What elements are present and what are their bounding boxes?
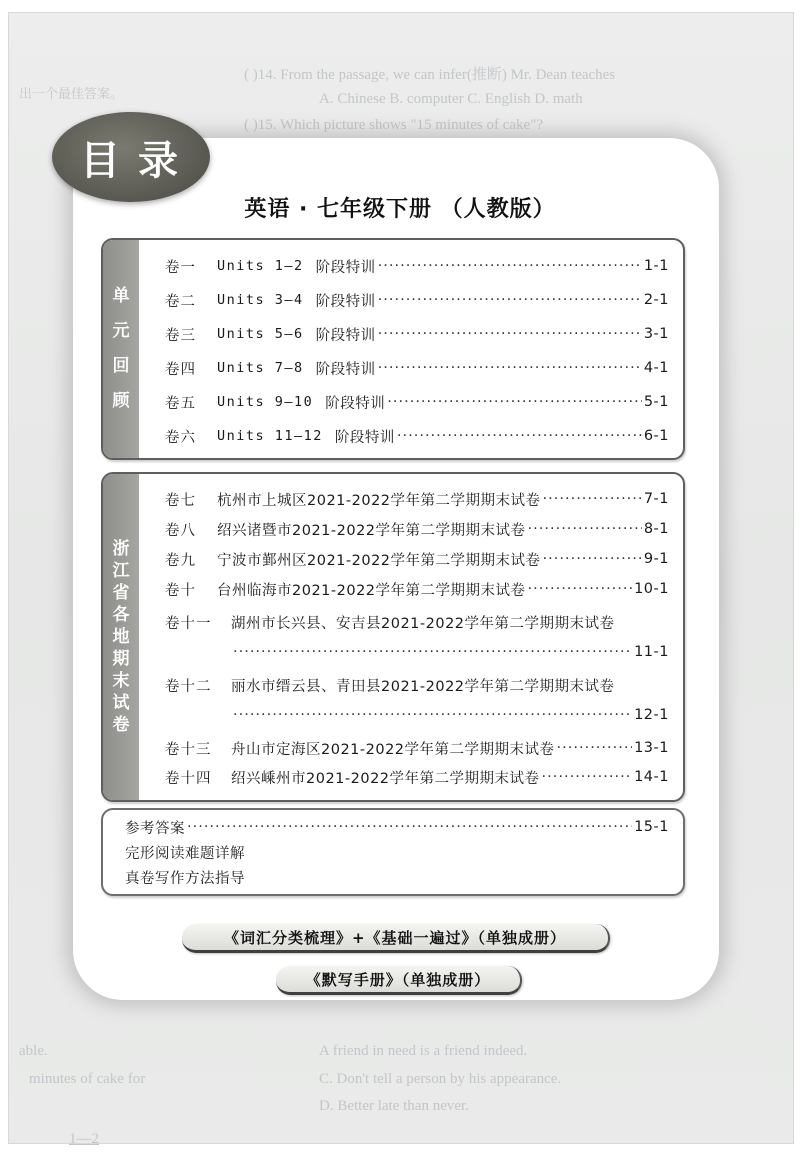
entry-title: 舟山市定海区2021-2022学年第二学期期末试卷 <box>231 741 555 758</box>
section-label <box>103 474 139 800</box>
leader-dots <box>378 258 642 274</box>
entry-title: 台州临海市2021-2022学年第二学期期末试卷 <box>217 582 526 599</box>
entry-title: 阶段特训 <box>315 327 376 344</box>
leader-dots <box>233 644 632 660</box>
entry-title: 阶段特训 <box>334 429 395 446</box>
section-unit-review <box>101 238 685 460</box>
entry-title: 宁波市鄞州区2021-2022学年第二学期期末试卷 <box>217 552 541 569</box>
label-char: 单 <box>112 286 130 306</box>
toc-entry[interactable] <box>165 737 669 759</box>
entry-title: 杭州市上城区2021-2022学年第二学期期末试卷 <box>217 492 541 509</box>
entry-page: 7-1 <box>643 491 669 507</box>
entry-page: 8-1 <box>643 521 669 537</box>
bleed-text: ( )14. From the passage, we can infer(推断) Mr. Dean teaches <box>244 67 616 83</box>
label-char: 试 <box>112 692 130 713</box>
bleed-text: minutes of cake for <box>29 1071 146 1087</box>
label-char: 各 <box>112 604 130 625</box>
entry-volume: 卷五 <box>165 395 196 412</box>
entry-volume: 卷四 <box>165 361 196 378</box>
entry-volume: 卷一 <box>165 259 196 276</box>
section-zhejiang-final-exams <box>101 472 685 802</box>
toc-entry[interactable] <box>165 357 669 379</box>
section-label <box>103 240 139 458</box>
toc-entry[interactable] <box>165 255 669 277</box>
entry-volume: 卷二 <box>165 293 196 310</box>
entry-title: 参考答案 <box>125 820 185 837</box>
entry-volume: 卷十二 <box>165 678 212 695</box>
bleed-text: 出一个最佳答案。 <box>19 86 124 101</box>
leader-dots <box>387 394 642 410</box>
toc-entry[interactable] <box>165 518 669 540</box>
toc-entry[interactable] <box>165 674 669 696</box>
entry-page: 12-1 <box>634 707 669 723</box>
entry-units: Units 9—10 <box>217 394 314 410</box>
entry-title: 阶段特训 <box>315 361 376 378</box>
section-answers <box>101 808 685 896</box>
entry-volume: 卷十 <box>165 582 196 599</box>
entry-page: 2-1 <box>643 292 669 308</box>
leader-dots <box>378 326 642 342</box>
entry-page: 6-1 <box>643 428 669 444</box>
leader-dots <box>528 521 642 537</box>
leader-dots <box>187 819 632 835</box>
book-title: 英语 · 七年级下册 （人教版） <box>244 197 556 222</box>
entry-volume: 卷十四 <box>165 770 212 787</box>
entry-title: 丽水市缙云县、青田县2021-2022学年第二学期期末试卷 <box>231 678 615 695</box>
contents-badge: 目录 <box>52 112 210 202</box>
label-char: 末 <box>112 670 130 691</box>
entry-title: 绍兴嵊州市2021-2022学年第二学期期末试卷 <box>231 770 540 787</box>
bleed-text: A friend in need is a friend indeed. <box>319 1043 528 1059</box>
label-char: 地 <box>112 626 130 647</box>
leader-dots <box>542 769 633 785</box>
toc-entry[interactable] <box>125 866 669 888</box>
label-char: 江 <box>112 560 130 581</box>
label-char: 元 <box>112 321 130 341</box>
entry-page: 4-1 <box>643 360 669 376</box>
entry-units: Units 5—6 <box>217 326 304 342</box>
leader-dots <box>378 292 642 308</box>
entry-page: 13-1 <box>634 740 669 756</box>
entry-volume: 卷十一 <box>165 615 212 632</box>
label-char: 卷 <box>112 714 130 735</box>
entry-title: 湖州市长兴县、安吉县2021-2022学年第二学期期末试卷 <box>231 615 615 632</box>
toc-entry[interactable] <box>165 611 669 633</box>
entry-units: Units 3—4 <box>217 292 304 308</box>
bleed-text: 1—2 <box>69 1131 99 1147</box>
entry-volume: 卷八 <box>165 522 196 539</box>
bleed-text: able. <box>19 1043 48 1059</box>
toc-entry[interactable] <box>125 816 669 838</box>
toc-entry-continuation[interactable] <box>231 704 669 726</box>
entry-volume: 卷九 <box>165 552 196 569</box>
entry-page: 1-1 <box>643 258 669 274</box>
entry-page: 15-1 <box>634 819 669 835</box>
entry-units: Units 11—12 <box>217 428 323 444</box>
toc-entry[interactable] <box>165 488 669 510</box>
entry-page: 11-1 <box>634 644 669 660</box>
toc-entry[interactable] <box>165 578 669 600</box>
entry-units: Units 7—8 <box>217 360 304 376</box>
bleed-text: C. Don't tell a person by his appearance. <box>319 1071 562 1087</box>
entry-title: 阶段特训 <box>315 259 376 276</box>
toc-entry[interactable] <box>165 425 669 447</box>
supplement-vocabulary-basics: 《词汇分类梳理》+《基础一遍过》（单独成册） <box>182 924 610 953</box>
supplement-dictation-handbook: 《默写手册》（单独成册） <box>276 966 522 995</box>
entry-page: 10-1 <box>634 581 669 597</box>
leader-dots <box>543 551 642 567</box>
entry-page: 5-1 <box>643 394 669 410</box>
leader-dots <box>557 740 633 756</box>
entry-title: 完形阅读难题详解 <box>125 845 245 862</box>
entry-title: 绍兴诸暨市2021-2022学年第二学期期末试卷 <box>217 522 526 539</box>
toc-entry-continuation[interactable] <box>231 641 669 663</box>
bleed-text: ( )15. Which picture shows "15 minutes of cake"? <box>244 117 543 133</box>
entry-volume: 卷六 <box>165 429 196 446</box>
label-char: 回 <box>112 356 130 376</box>
entry-page: 14-1 <box>634 769 669 785</box>
toc-entry[interactable] <box>165 323 669 345</box>
entry-volume: 卷十三 <box>165 741 212 758</box>
label-char: 浙 <box>112 538 130 559</box>
bleed-text: A. Chinese B. computer C. English D. math <box>319 91 583 107</box>
label-char: 期 <box>112 648 130 669</box>
label-char: 顾 <box>112 391 130 411</box>
toc-entry[interactable] <box>165 391 669 413</box>
toc-entry[interactable] <box>165 766 669 788</box>
entry-title: 阶段特训 <box>315 293 376 310</box>
leader-dots <box>528 581 633 597</box>
leader-dots <box>397 428 642 444</box>
entry-volume: 卷三 <box>165 327 196 344</box>
toc-entry[interactable] <box>125 841 669 863</box>
leader-dots <box>378 360 642 376</box>
entry-page: 3-1 <box>643 326 669 342</box>
leader-dots <box>233 707 632 723</box>
entry-title: 阶段特训 <box>325 395 386 412</box>
entry-title: 真卷写作方法指导 <box>125 870 245 887</box>
entry-page: 9-1 <box>643 551 669 567</box>
leader-dots <box>543 491 642 507</box>
bleed-text: D. Better late than never. <box>319 1098 469 1114</box>
toc-entry[interactable] <box>165 548 669 570</box>
label-char: 省 <box>112 582 130 603</box>
entry-volume: 卷七 <box>165 492 196 509</box>
entry-units: Units 1—2 <box>217 258 304 274</box>
toc-entry[interactable] <box>165 289 669 311</box>
